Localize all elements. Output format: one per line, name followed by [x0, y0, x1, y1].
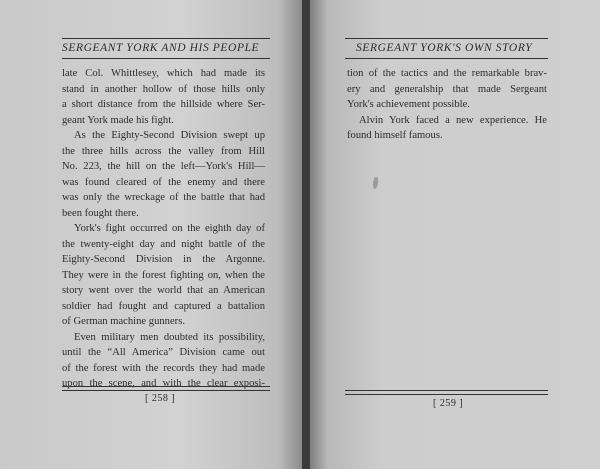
text-line: of German machine gunners. — [62, 316, 185, 327]
text-line: York's achievement possible. — [347, 99, 470, 110]
text-line: was found cleared of the enemy and there — [62, 176, 265, 188]
left-running-head: SERGEANT YORK AND HIS PEOPLE — [62, 42, 260, 54]
text-line: been fought there. — [62, 207, 139, 219]
left-folio: [ 258 ] — [145, 393, 176, 404]
text-line: ery and generalship that made Sergeant — [347, 83, 547, 95]
text-line: found himself famous. — [347, 130, 443, 141]
text-line: upon the scene, and with the clear exposi- — [62, 378, 265, 389]
text-line: York's fight occurred on the eighth day of — [74, 223, 265, 234]
left-foot-rule-bottom — [62, 390, 270, 391]
text-line: They were in the forest fighting on, when the — [62, 269, 265, 281]
right-foot-rule-bottom — [345, 394, 548, 395]
text-line: Alvin York faced a new experience. He — [359, 114, 547, 126]
left-foot-rule-top — [62, 386, 270, 387]
book-gutter — [302, 0, 310, 469]
right-head-rule-top — [345, 38, 548, 39]
left-head-rule-top — [62, 38, 270, 39]
text-line: until the “All America” Division came out — [62, 347, 265, 358]
text-line: story went over the world that an American — [62, 285, 265, 296]
right-foot-rule-top — [345, 390, 548, 391]
text-line: the three hills across the valley from Hill — [62, 145, 265, 157]
text-line: stand in another hollow of those hills only — [62, 83, 265, 95]
text-line: soldier had fought and captured a battalion — [62, 300, 265, 312]
left-head-rule-bottom — [62, 58, 270, 59]
text-line: a short distance from the hillside where Ser- — [62, 99, 265, 110]
right-head-rule-bottom — [345, 58, 548, 59]
right-running-head: SERGEANT YORK'S OWN STORY — [356, 42, 533, 54]
text-line: tion of the tactics and the remarkable brav- — [347, 68, 547, 79]
left-body-text — [62, 66, 265, 392]
text-line: No. 223, the hill on the left—York's Hill— — [62, 161, 265, 172]
text-line: was only the wreckage of the battle that had — [62, 192, 265, 203]
text-line: geant York made his fight. — [62, 114, 174, 126]
right-body-text — [347, 66, 547, 144]
text-line: of the forest with the records they had made — [62, 362, 265, 374]
text-line: the twenty-eight day and night battle of the — [62, 238, 265, 250]
right-folio: [ 259 ] — [433, 398, 464, 409]
text-line: late Col. Whittlesey, which had made its — [62, 68, 265, 79]
text-line: Even military men doubted its possibility, — [74, 331, 265, 343]
text-line: Eighty-Second Division in the Argonne. — [62, 254, 265, 265]
text-line: As the Eighty-Second Division swept up — [74, 130, 265, 141]
